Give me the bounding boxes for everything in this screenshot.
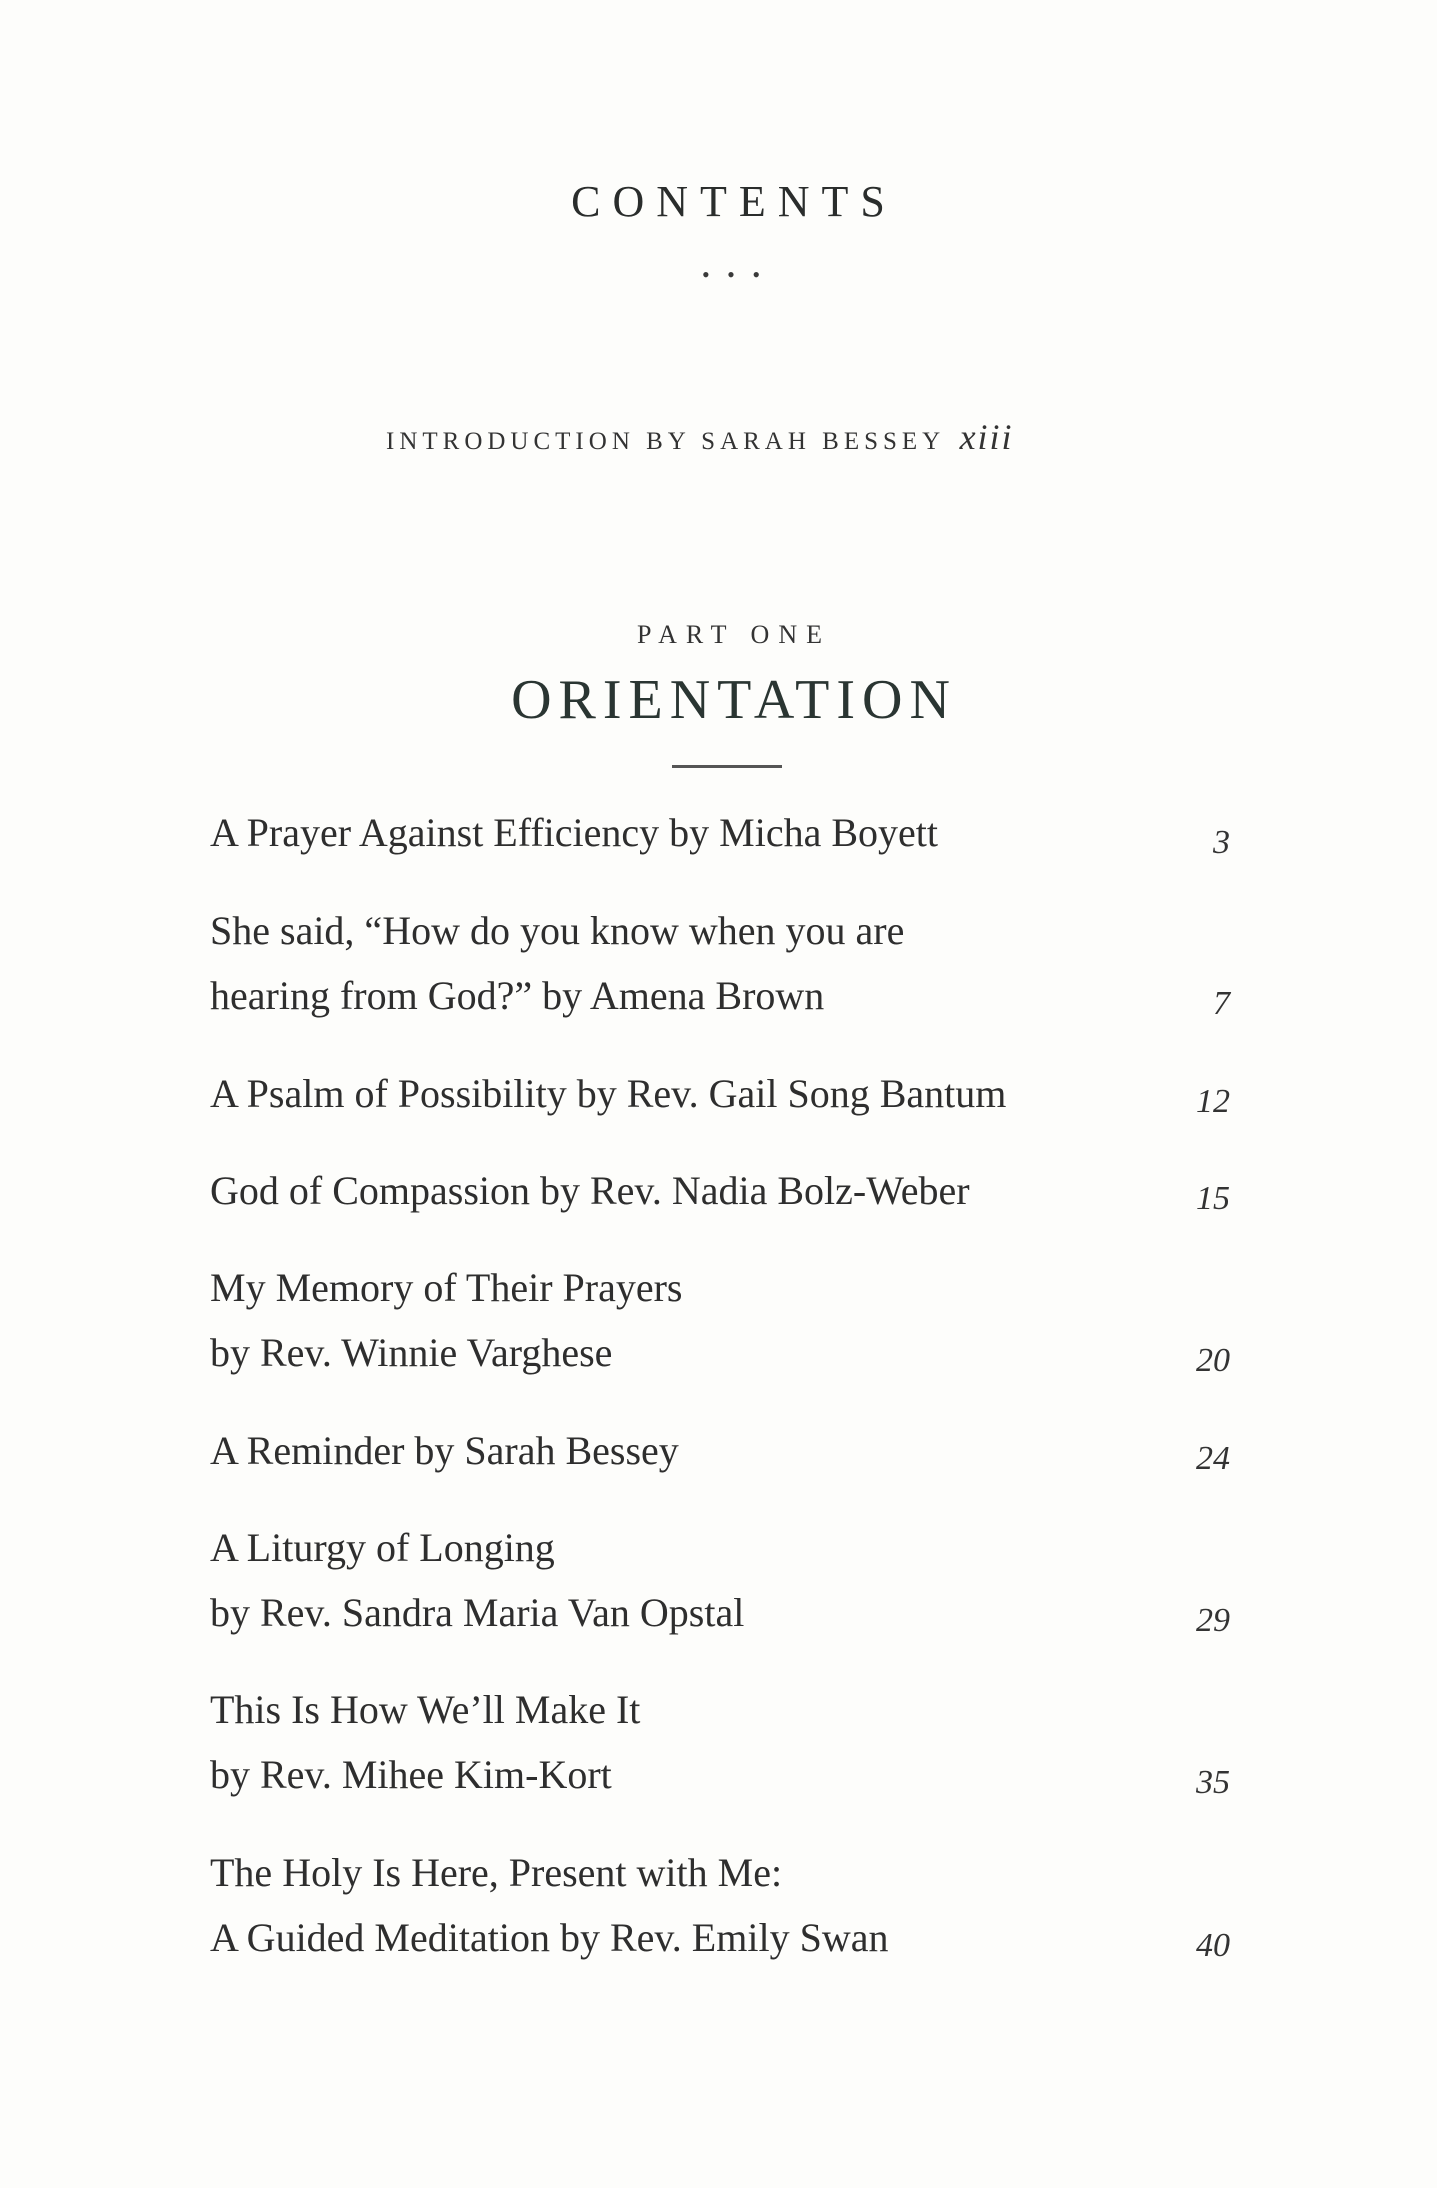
toc-entry-title: She said, “How do you know when you are hearing from God?” by Amena Brown — [210, 908, 905, 1018]
toc-entry-page: 24 — [1196, 1440, 1230, 1477]
introduction-page-number: xiii — [959, 417, 1014, 457]
introduction-entry — [386, 416, 1146, 458]
toc-entry-title: A Psalm of Possibility by Rev. Gail Song Bantum — [210, 1071, 1007, 1116]
section-divider — [672, 765, 782, 768]
toc-entry-title: The Holy Is Here, Present with Me: A Guided Meditation by Rev. Emily Swan — [210, 1850, 889, 1960]
contents-heading: CONTENTS — [571, 177, 897, 226]
toc-entry-page: 12 — [1196, 1083, 1230, 1120]
toc-entry-page: 20 — [1196, 1342, 1230, 1379]
toc-entry-title: My Memory of Their Prayers by Rev. Winnie Varghese — [210, 1265, 683, 1375]
toc-entry-title: God of Compassion by Rev. Nadia Bolz-Weber — [210, 1168, 970, 1213]
toc-entry-title: A Liturgy of Longing by Rev. Sandra Maria Van Opstal — [210, 1525, 745, 1635]
toc-entry-page: 35 — [1196, 1764, 1230, 1801]
toc-entry-page: 15 — [1196, 1180, 1230, 1217]
part-title: ORIENTATION — [511, 669, 957, 731]
toc-entry-title: A Reminder by Sarah Bessey — [210, 1428, 679, 1473]
introduction-label: INTRODUCTION BY SARAH BESSEY — [386, 428, 945, 455]
toc-entry-page: 29 — [1196, 1602, 1230, 1639]
part-label: PART ONE — [637, 620, 831, 649]
toc-entry-page: 40 — [1196, 1927, 1230, 1964]
toc-entry-title: This Is How We’ll Make It by Rev. Mihee Kim-Kort — [210, 1687, 641, 1797]
toc-entry-title: A Prayer Against Efficiency by Micha Boyett — [210, 810, 938, 855]
toc-entry-page: 7 — [1213, 985, 1230, 1022]
toc-entry-page: 3 — [1213, 824, 1230, 861]
ornament-dots: • • • — [701, 262, 767, 287]
